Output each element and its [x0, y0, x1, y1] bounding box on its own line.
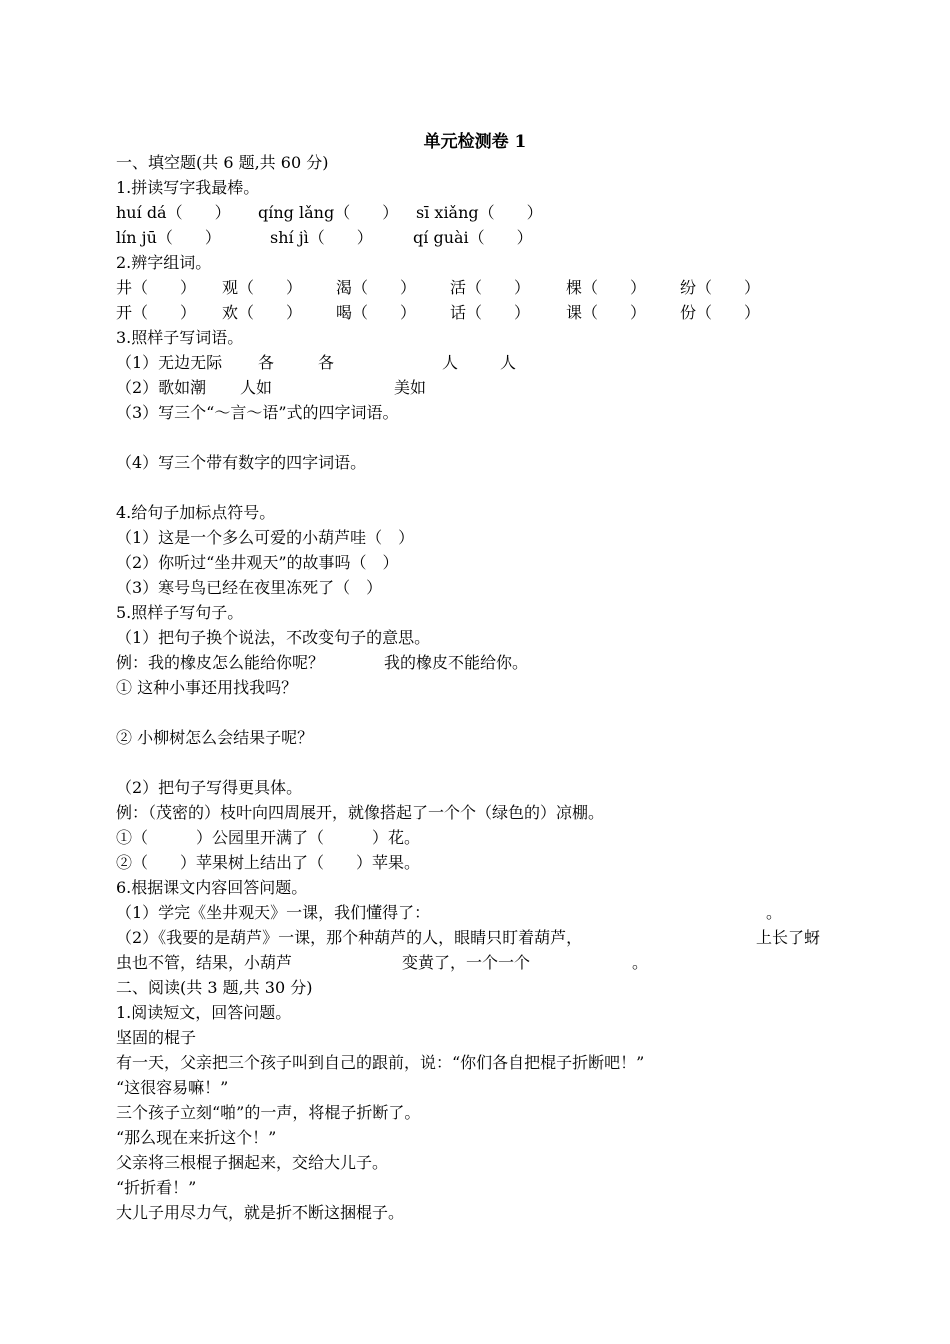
story-paragraph: 大儿子用尽力气，就是折不断这捆棍子。	[116, 1203, 405, 1222]
q6-text: 上长了蚜	[756, 928, 821, 947]
story-paragraph: 三个孩子立刻“啪”的一声，将棍子折断了。	[116, 1103, 421, 1122]
section-two-heading: 二、阅读(共 3 题,共 30 分)	[116, 978, 313, 997]
pinyin-row-1	[116, 200, 816, 225]
story-paragraph: “折折看！”	[116, 1178, 197, 1197]
section-one-heading: 一、填空题(共 6 题,共 60 分)	[116, 153, 329, 172]
q3-line-2	[116, 375, 716, 400]
char-item: 份（ ）	[680, 303, 761, 322]
pinyin-item: sī xiǎng（ ）	[416, 203, 543, 222]
q6-text: （2）《我要的是葫芦》一课，那个种葫芦的人，眼睛只盯着葫芦，	[116, 928, 583, 947]
q6-text: 虫也不管，结果，小葫芦	[116, 953, 293, 972]
q4-item: （2）你听过“坐井观天”的故事吗（ ）	[116, 553, 399, 572]
story-paragraph: 父亲将三根棍子捆起来，交给大儿子。	[116, 1153, 389, 1172]
q3-line-1	[116, 350, 716, 375]
q6-line-2	[116, 925, 836, 950]
q3-blank-word: 各	[258, 353, 275, 372]
q1-label: 1.拼读写字我最棒。	[116, 178, 260, 197]
story-paragraph: “这很容易嘛！”	[116, 1078, 229, 1097]
pinyin-item: shí jì（ ）	[270, 228, 373, 247]
q6-line-3	[116, 950, 836, 975]
char-item: 开（ ）	[116, 303, 197, 322]
q4-item: （1）这是一个多么可爱的小葫芦哇（ ）	[116, 528, 415, 547]
pinyin-item: qí guài（ ）	[413, 228, 533, 247]
q6-line-1	[116, 900, 836, 925]
story-paragraph: “那么现在来折这个！”	[116, 1128, 277, 1147]
q3-label: 3.照样子写词语。	[116, 328, 244, 347]
q6-text: 。	[632, 953, 649, 972]
story-paragraph: 有一天，父亲把三个孩子叫到自己的跟前，说：“你们各自把棍子折断吧！”	[116, 1053, 645, 1072]
q2-label: 2.辨字组词。	[116, 253, 212, 272]
pinyin-row-2	[116, 225, 816, 250]
reading-q1-label: 1.阅读短文，回答问题。	[116, 1003, 292, 1022]
q5-sentence: ①（ ）公园里开满了（ ）花。	[116, 828, 421, 847]
pinyin-item: qíng lǎng（ ）	[258, 203, 399, 222]
q5-part-1: （1）把句子换个说法，不改变句子的意思。	[116, 628, 431, 647]
q5-sentence: ②（ ）苹果树上结出了（ ）苹果。	[116, 853, 421, 872]
q5-label: 5.照样子写句子。	[116, 603, 244, 622]
q6-text: （1）学完《坐井观天》一课，我们懂得了：	[116, 903, 431, 922]
q4-label: 4.给句子加标点符号。	[116, 503, 276, 522]
char-item: 活（ ）	[450, 278, 531, 297]
char-row-2	[116, 300, 816, 325]
q3-blank-word: 人	[500, 353, 517, 372]
page-title: 单元检测卷 1	[423, 132, 527, 152]
q3-blank-word: 各	[318, 353, 335, 372]
pinyin-item: huí dá（ ）	[116, 203, 231, 222]
char-item: 棵（ ）	[566, 278, 647, 297]
q5-sentence: ① 这种小事还用找我吗？	[116, 678, 298, 697]
char-item: 纷（ ）	[680, 278, 761, 297]
char-item: 井（ ）	[116, 278, 197, 297]
char-item: 欢（ ）	[222, 303, 303, 322]
char-item: 喝（ ）	[336, 303, 417, 322]
char-row-1	[116, 275, 816, 300]
example-question: 例：我的橡皮怎么能给你呢？	[116, 653, 325, 672]
q3-line-4: （4）写三个带有数字的四字词语。	[116, 453, 367, 472]
q6-text: 变黄了，一个一个	[402, 953, 531, 972]
char-item: 话（ ）	[450, 303, 531, 322]
q3-blank-word: 人如	[240, 378, 273, 397]
char-item: 观（ ）	[222, 278, 303, 297]
example-answer: 我的橡皮不能给你。	[384, 653, 529, 672]
char-item: 课（ ）	[566, 303, 647, 322]
story-title: 坚固的棍子	[116, 1028, 197, 1047]
q5-sentence: ② 小柳树怎么会结果子呢？	[116, 728, 314, 747]
q3-blank-word: 美如	[394, 378, 427, 397]
q5-part-2: （2）把句子写得更具体。	[116, 778, 303, 797]
char-item: 渴（ ）	[336, 278, 417, 297]
q3-example: （2）歌如潮	[116, 378, 207, 397]
q4-item: （3）寒号鸟已经在夜里冻死了（ ）	[116, 578, 383, 597]
q3-example: （1）无边无际	[116, 353, 223, 372]
pinyin-item: lín jū（ ）	[116, 228, 221, 247]
q6-label: 6.根据课文内容回答问题。	[116, 878, 308, 897]
q5-example-2: 例：（茂密的）枝叶向四周展开，就像搭起了一个个（绿色的）凉棚。	[116, 803, 605, 822]
q5-example-1	[116, 650, 716, 675]
q3-blank-word: 人	[442, 353, 459, 372]
q6-text: 。	[766, 903, 783, 922]
q3-line-3: （3）写三个“～言～语”式的四字词语。	[116, 403, 399, 422]
